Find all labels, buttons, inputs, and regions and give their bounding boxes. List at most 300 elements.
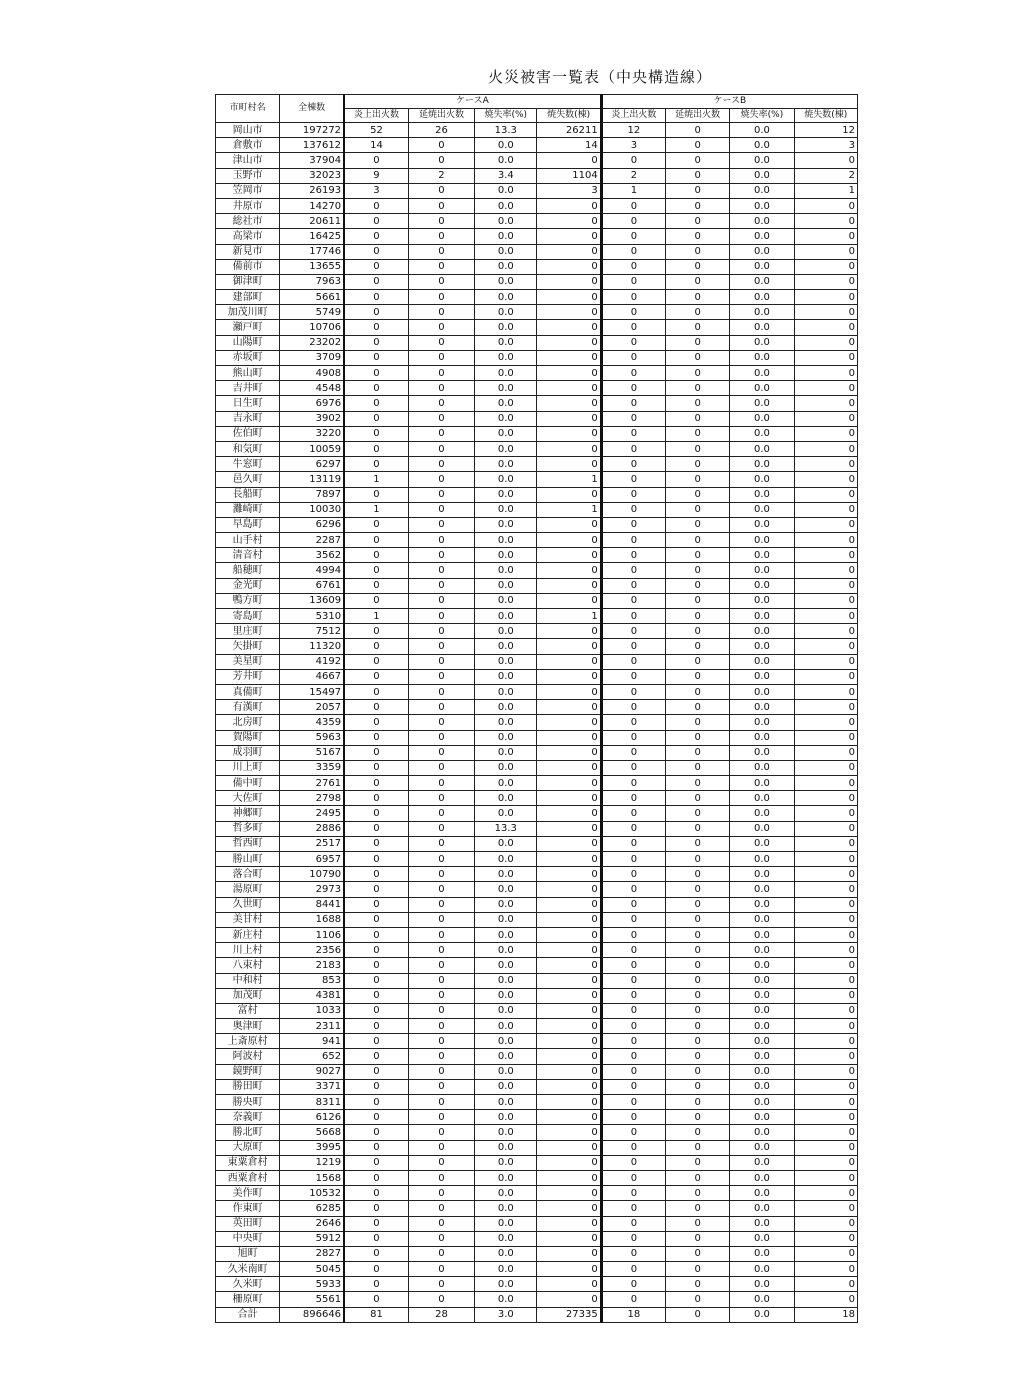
a-outbreak-cell: 0 (344, 852, 408, 867)
a-burned-cell: 0 (537, 821, 601, 836)
a-outbreak-cell: 0 (344, 988, 408, 1003)
total-buildings-cell: 5668 (280, 1125, 344, 1140)
b-burn-rate-cell: 0.0 (730, 927, 794, 942)
a-burn-rate-cell: 0.0 (475, 730, 537, 745)
total-buildings-cell: 6957 (280, 852, 344, 867)
a-outbreak-cell: 9 (344, 168, 408, 183)
table-row (216, 335, 858, 350)
a-outbreak-cell: 0 (344, 290, 408, 305)
a-burned-cell: 0 (537, 715, 601, 730)
a-burn-rate-cell: 0.0 (475, 927, 537, 942)
b-burned-cell: 1 (794, 183, 857, 198)
a-burn-rate-cell: 0.0 (475, 669, 537, 684)
a-outbreak-cell: 0 (344, 836, 408, 851)
municipality-cell: 真備町 (216, 684, 280, 699)
a-burned-cell: 0 (537, 441, 601, 456)
table-row (216, 563, 858, 578)
b-burned-cell: 0 (794, 1140, 857, 1155)
table-row (216, 472, 858, 487)
b-spread-cell: 0 (666, 821, 730, 836)
b-spread-cell: 0 (666, 472, 730, 487)
b-burn-rate-cell: 0.0 (730, 639, 794, 654)
table-row (216, 517, 858, 532)
b-outbreak-cell: 0 (601, 502, 665, 517)
table-row (216, 593, 858, 608)
a-burned-cell: 0 (537, 943, 601, 958)
a-burned-cell: 0 (537, 973, 601, 988)
a-spread-cell: 0 (408, 259, 474, 274)
b-burn-rate-cell: 0.0 (730, 1095, 794, 1110)
b-burned-cell: 0 (794, 776, 857, 791)
b-burned-cell: 0 (794, 882, 857, 897)
a-outbreak-cell: 1 (344, 609, 408, 624)
a-burn-rate-cell: 0.0 (475, 153, 537, 168)
b-burned-cell: 0 (794, 1246, 857, 1261)
a-spread-cell: 0 (408, 1003, 474, 1018)
a-outbreak-cell: 0 (344, 1095, 408, 1110)
b-burn-rate-cell: 0.0 (730, 229, 794, 244)
a-burn-rate-cell: 0.0 (475, 943, 537, 958)
a-spread-cell: 0 (408, 760, 474, 775)
total-buildings-cell: 6285 (280, 1201, 344, 1216)
b-spread-cell: 0 (666, 1246, 730, 1261)
a-spread-cell: 0 (408, 153, 474, 168)
a-burn-rate-cell: 0.0 (475, 244, 537, 259)
b-burned-cell: 0 (794, 259, 857, 274)
b-outbreak-cell: 0 (601, 867, 665, 882)
table-row (216, 791, 858, 806)
b-spread-cell: 0 (666, 760, 730, 775)
a-burned-cell: 0 (537, 305, 601, 320)
b-burn-rate-cell: 0.0 (730, 487, 794, 502)
a-burn-rate-cell: 0.0 (475, 1170, 537, 1185)
municipality-cell: 里庄町 (216, 624, 280, 639)
b-burn-rate-cell: 0.0 (730, 198, 794, 213)
a-burn-rate-cell: 0.0 (475, 229, 537, 244)
b-outbreak-cell: 0 (601, 1110, 665, 1125)
a-burned-cell: 0 (537, 654, 601, 669)
table-row (216, 958, 858, 973)
b-burn-rate-cell: 0.0 (730, 168, 794, 183)
total-buildings-cell: 37904 (280, 153, 344, 168)
b-burn-rate-cell: 0.0 (730, 1231, 794, 1246)
municipality-cell: 作東町 (216, 1201, 280, 1216)
total-buildings-cell: 941 (280, 1034, 344, 1049)
b-outbreak-cell: 0 (601, 639, 665, 654)
a-spread-cell: 0 (408, 821, 474, 836)
b-burn-rate-cell: 0.0 (730, 609, 794, 624)
a-outbreak-cell: 0 (344, 1262, 408, 1277)
municipality-cell: 成羽町 (216, 745, 280, 760)
b-outbreak-cell: 0 (601, 320, 665, 335)
a-spread-cell: 0 (408, 350, 474, 365)
municipality-cell: 賀陽町 (216, 730, 280, 745)
b-burn-rate-cell: 0.0 (730, 244, 794, 259)
municipality-cell: 日生町 (216, 396, 280, 411)
b-burn-rate-cell: 0.0 (730, 1064, 794, 1079)
total-buildings-cell: 197272 (280, 123, 344, 138)
b-burn-rate-cell: 0.0 (730, 1155, 794, 1170)
b-spread-cell: 0 (666, 1170, 730, 1185)
a-burn-rate-cell: 0.0 (475, 700, 537, 715)
a-spread-cell: 0 (408, 791, 474, 806)
total-buildings-cell: 13119 (280, 472, 344, 487)
b-spread-cell: 0 (666, 168, 730, 183)
b-burn-rate-cell: 0.0 (730, 806, 794, 821)
b-burn-rate-cell: 0.0 (730, 1019, 794, 1034)
municipality-cell: 有漢町 (216, 700, 280, 715)
a-burn-rate-cell: 0.0 (475, 578, 537, 593)
b-burn-rate-cell: 0.0 (730, 791, 794, 806)
a-burn-rate-cell: 0.0 (475, 1140, 537, 1155)
a-spread-cell: 0 (408, 897, 474, 912)
b-burn-rate-cell: 0.0 (730, 1307, 794, 1322)
b-burned-cell: 0 (794, 821, 857, 836)
b-outbreak-cell: 0 (601, 381, 665, 396)
table-row (216, 684, 858, 699)
municipality-cell: 建部町 (216, 290, 280, 305)
a-burned-cell: 0 (537, 669, 601, 684)
b-burned-cell: 0 (794, 1049, 857, 1064)
b-burned-cell: 0 (794, 457, 857, 472)
table-row (216, 927, 858, 942)
table-row (216, 487, 858, 502)
b-burned-cell: 0 (794, 487, 857, 502)
a-spread-cell: 0 (408, 198, 474, 213)
b-spread-cell: 0 (666, 244, 730, 259)
b-burned-cell: 0 (794, 624, 857, 639)
b-burned-cell: 0 (794, 502, 857, 517)
a-burn-rate-cell: 0.0 (475, 1231, 537, 1246)
b-outbreak-cell: 0 (601, 1125, 665, 1140)
b-spread-cell: 0 (666, 593, 730, 608)
header-municipality: 市町村名 (216, 95, 280, 123)
b-burned-cell: 0 (794, 472, 857, 487)
municipality-cell: 奥津町 (216, 1019, 280, 1034)
a-burned-cell: 0 (537, 1231, 601, 1246)
b-burned-cell: 0 (794, 366, 857, 381)
b-burned-cell: 0 (794, 305, 857, 320)
a-burn-rate-cell: 0.0 (475, 350, 537, 365)
table-row (216, 366, 858, 381)
a-burned-cell: 0 (537, 639, 601, 654)
b-outbreak-cell: 0 (601, 624, 665, 639)
total-buildings-cell: 10790 (280, 867, 344, 882)
table-row (216, 639, 858, 654)
a-burned-cell: 0 (537, 1246, 601, 1261)
b-spread-cell: 0 (666, 958, 730, 973)
a-outbreak-cell: 0 (344, 958, 408, 973)
a-burn-rate-cell: 0.0 (475, 806, 537, 821)
table-row (216, 548, 858, 563)
b-burned-cell: 0 (794, 1079, 857, 1094)
b-outbreak-cell: 2 (601, 168, 665, 183)
a-burn-rate-cell: 0.0 (475, 1201, 537, 1216)
a-burned-cell: 0 (537, 1049, 601, 1064)
municipality-cell: 美甘村 (216, 912, 280, 927)
header-b-outbreak: 炎上出火数 (601, 109, 665, 123)
total-buildings-cell: 2761 (280, 776, 344, 791)
table-row (216, 1064, 858, 1079)
a-burn-rate-cell: 0.0 (475, 198, 537, 213)
a-burn-rate-cell: 0.0 (475, 1292, 537, 1307)
a-spread-cell: 0 (408, 305, 474, 320)
a-burn-rate-cell: 0.0 (475, 1003, 537, 1018)
table-row (216, 912, 858, 927)
a-spread-cell: 0 (408, 836, 474, 851)
municipality-cell: 英田町 (216, 1216, 280, 1231)
a-spread-cell: 0 (408, 912, 474, 927)
b-outbreak-cell: 0 (601, 1095, 665, 1110)
a-burn-rate-cell: 0.0 (475, 305, 537, 320)
b-burned-cell: 0 (794, 684, 857, 699)
a-outbreak-cell: 0 (344, 639, 408, 654)
a-burned-cell: 3 (537, 183, 601, 198)
total-buildings-cell: 5310 (280, 609, 344, 624)
a-spread-cell: 0 (408, 988, 474, 1003)
table-row (216, 214, 858, 229)
b-burn-rate-cell: 0.0 (730, 715, 794, 730)
b-burn-rate-cell: 0.0 (730, 700, 794, 715)
b-burn-rate-cell: 0.0 (730, 320, 794, 335)
b-outbreak-cell: 0 (601, 776, 665, 791)
a-outbreak-cell: 0 (344, 1186, 408, 1201)
municipality-cell: 加茂川町 (216, 305, 280, 320)
total-buildings-cell: 3709 (280, 350, 344, 365)
a-burned-cell: 0 (537, 760, 601, 775)
b-burned-cell: 2 (794, 168, 857, 183)
municipality-cell: 勝山町 (216, 852, 280, 867)
total-buildings-cell: 1219 (280, 1155, 344, 1170)
b-outbreak-cell: 0 (601, 472, 665, 487)
municipality-cell: 久米南町 (216, 1262, 280, 1277)
a-outbreak-cell: 0 (344, 1034, 408, 1049)
b-burn-rate-cell: 0.0 (730, 350, 794, 365)
table-row (216, 867, 858, 882)
a-outbreak-cell: 0 (344, 229, 408, 244)
a-spread-cell: 0 (408, 624, 474, 639)
a-burn-rate-cell: 0.0 (475, 624, 537, 639)
a-outbreak-cell: 0 (344, 897, 408, 912)
b-burned-cell: 0 (794, 153, 857, 168)
b-burn-rate-cell: 0.0 (730, 943, 794, 958)
a-burn-rate-cell: 0.0 (475, 426, 537, 441)
a-spread-cell: 0 (408, 1277, 474, 1292)
total-buildings-cell: 7512 (280, 624, 344, 639)
a-burn-rate-cell: 0.0 (475, 441, 537, 456)
a-outbreak-cell: 0 (344, 274, 408, 289)
municipality-cell: 東粟倉村 (216, 1155, 280, 1170)
a-burn-rate-cell: 0.0 (475, 1034, 537, 1049)
a-burned-cell: 0 (537, 1064, 601, 1079)
table-row (216, 882, 858, 897)
b-burn-rate-cell: 0.0 (730, 1292, 794, 1307)
total-buildings-cell: 13609 (280, 593, 344, 608)
b-spread-cell: 0 (666, 912, 730, 927)
table-row (216, 1186, 858, 1201)
municipality-cell: 落合町 (216, 867, 280, 882)
b-outbreak-cell: 0 (601, 1049, 665, 1064)
b-outbreak-cell: 0 (601, 1079, 665, 1094)
b-outbreak-cell: 0 (601, 1034, 665, 1049)
table-row (216, 578, 858, 593)
a-spread-cell: 0 (408, 457, 474, 472)
municipality-cell: 矢掛町 (216, 639, 280, 654)
total-buildings-cell: 2973 (280, 882, 344, 897)
a-spread-cell: 0 (408, 882, 474, 897)
a-outbreak-cell: 0 (344, 715, 408, 730)
b-outbreak-cell: 0 (601, 700, 665, 715)
table-row (216, 153, 858, 168)
b-burn-rate-cell: 0.0 (730, 548, 794, 563)
total-buildings-cell: 4994 (280, 563, 344, 578)
municipality-cell: 鴨方町 (216, 593, 280, 608)
b-burn-rate-cell: 0.0 (730, 821, 794, 836)
municipality-cell: 新見市 (216, 244, 280, 259)
b-spread-cell: 0 (666, 548, 730, 563)
a-burned-cell: 0 (537, 548, 601, 563)
total-buildings-cell: 2287 (280, 533, 344, 548)
a-spread-cell: 0 (408, 1095, 474, 1110)
a-spread-cell: 0 (408, 214, 474, 229)
a-outbreak-cell: 0 (344, 927, 408, 942)
a-outbreak-cell: 0 (344, 1064, 408, 1079)
total-buildings-cell: 853 (280, 973, 344, 988)
a-outbreak-cell: 1 (344, 502, 408, 517)
total-buildings-cell: 6297 (280, 457, 344, 472)
b-spread-cell: 0 (666, 927, 730, 942)
total-buildings-cell: 2495 (280, 806, 344, 821)
a-burn-rate-cell: 0.0 (475, 867, 537, 882)
a-outbreak-cell: 0 (344, 548, 408, 563)
a-outbreak-cell: 0 (344, 1216, 408, 1231)
a-burn-rate-cell: 0.0 (475, 912, 537, 927)
municipality-cell: 上斎原村 (216, 1034, 280, 1049)
b-outbreak-cell: 0 (601, 229, 665, 244)
municipality-cell: 川上町 (216, 760, 280, 775)
a-outbreak-cell: 0 (344, 153, 408, 168)
a-burned-cell: 0 (537, 259, 601, 274)
total-buildings-cell: 4192 (280, 654, 344, 669)
total-buildings-cell: 2646 (280, 1216, 344, 1231)
a-spread-cell: 0 (408, 517, 474, 532)
b-outbreak-cell: 0 (601, 259, 665, 274)
b-burned-cell: 0 (794, 578, 857, 593)
a-burned-cell: 0 (537, 1292, 601, 1307)
municipality-cell: 佐伯町 (216, 426, 280, 441)
table-row (216, 745, 858, 760)
total-buildings-cell: 6296 (280, 517, 344, 532)
b-burned-cell: 0 (794, 1292, 857, 1307)
a-burn-rate-cell: 0.0 (475, 320, 537, 335)
b-spread-cell: 0 (666, 791, 730, 806)
b-spread-cell: 0 (666, 1049, 730, 1064)
a-outbreak-cell: 0 (344, 533, 408, 548)
b-outbreak-cell: 0 (601, 290, 665, 305)
a-spread-cell: 0 (408, 973, 474, 988)
b-burned-cell: 0 (794, 1064, 857, 1079)
b-burned-cell: 0 (794, 1277, 857, 1292)
a-burn-rate-cell: 0.0 (475, 274, 537, 289)
table-row (216, 669, 858, 684)
b-spread-cell: 0 (666, 669, 730, 684)
b-burned-cell: 0 (794, 912, 857, 927)
table-row (216, 700, 858, 715)
a-burn-rate-cell: 0.0 (475, 639, 537, 654)
municipality-cell: 倉敷市 (216, 138, 280, 153)
b-spread-cell: 0 (666, 426, 730, 441)
b-outbreak-cell: 0 (601, 1170, 665, 1185)
a-burned-cell: 0 (537, 1155, 601, 1170)
municipality-cell: 笠岡市 (216, 183, 280, 198)
a-burn-rate-cell: 0.0 (475, 897, 537, 912)
b-spread-cell: 0 (666, 1292, 730, 1307)
a-burned-cell: 1 (537, 609, 601, 624)
a-burn-rate-cell: 0.0 (475, 791, 537, 806)
b-outbreak-cell: 0 (601, 457, 665, 472)
total-buildings-cell: 23202 (280, 335, 344, 350)
a-burned-cell: 0 (537, 1110, 601, 1125)
municipality-cell: 芳井町 (216, 669, 280, 684)
a-outbreak-cell: 0 (344, 1231, 408, 1246)
a-outbreak-cell: 0 (344, 214, 408, 229)
a-outbreak-cell: 0 (344, 912, 408, 927)
b-outbreak-cell: 18 (601, 1307, 665, 1322)
a-burned-cell: 0 (537, 1034, 601, 1049)
b-burn-rate-cell: 0.0 (730, 1140, 794, 1155)
b-spread-cell: 0 (666, 305, 730, 320)
total-buildings-cell: 5933 (280, 1277, 344, 1292)
total-buildings-cell: 4381 (280, 988, 344, 1003)
a-outbreak-cell: 0 (344, 259, 408, 274)
b-burned-cell: 0 (794, 609, 857, 624)
b-burned-cell: 0 (794, 533, 857, 548)
b-burn-rate-cell: 0.0 (730, 912, 794, 927)
table-row (216, 350, 858, 365)
b-burned-cell: 0 (794, 1201, 857, 1216)
b-outbreak-cell: 0 (601, 426, 665, 441)
table-row (216, 457, 858, 472)
municipality-cell: 岡山市 (216, 123, 280, 138)
b-outbreak-cell: 0 (601, 730, 665, 745)
total-buildings-cell: 6761 (280, 578, 344, 593)
a-burned-cell: 0 (537, 1216, 601, 1231)
b-burned-cell: 0 (794, 441, 857, 456)
a-burn-rate-cell: 0.0 (475, 1262, 537, 1277)
b-spread-cell: 0 (666, 1034, 730, 1049)
a-spread-cell: 0 (408, 487, 474, 502)
b-burn-rate-cell: 0.0 (730, 1125, 794, 1140)
b-burned-cell: 0 (794, 958, 857, 973)
b-outbreak-cell: 0 (601, 563, 665, 578)
total-buildings-cell: 6976 (280, 396, 344, 411)
a-outbreak-cell: 0 (344, 396, 408, 411)
table-row (216, 1019, 858, 1034)
total-buildings-cell: 3562 (280, 548, 344, 563)
b-outbreak-cell: 0 (601, 791, 665, 806)
b-burn-rate-cell: 0.0 (730, 1262, 794, 1277)
b-burn-rate-cell: 0.0 (730, 958, 794, 973)
municipality-cell: 川上村 (216, 943, 280, 958)
b-burn-rate-cell: 0.0 (730, 457, 794, 472)
b-outbreak-cell: 0 (601, 684, 665, 699)
b-burn-rate-cell: 0.0 (730, 1246, 794, 1261)
municipality-cell: 湯原町 (216, 882, 280, 897)
b-spread-cell: 0 (666, 654, 730, 669)
b-burned-cell: 0 (794, 320, 857, 335)
a-outbreak-cell: 0 (344, 411, 408, 426)
b-outbreak-cell: 0 (601, 1277, 665, 1292)
